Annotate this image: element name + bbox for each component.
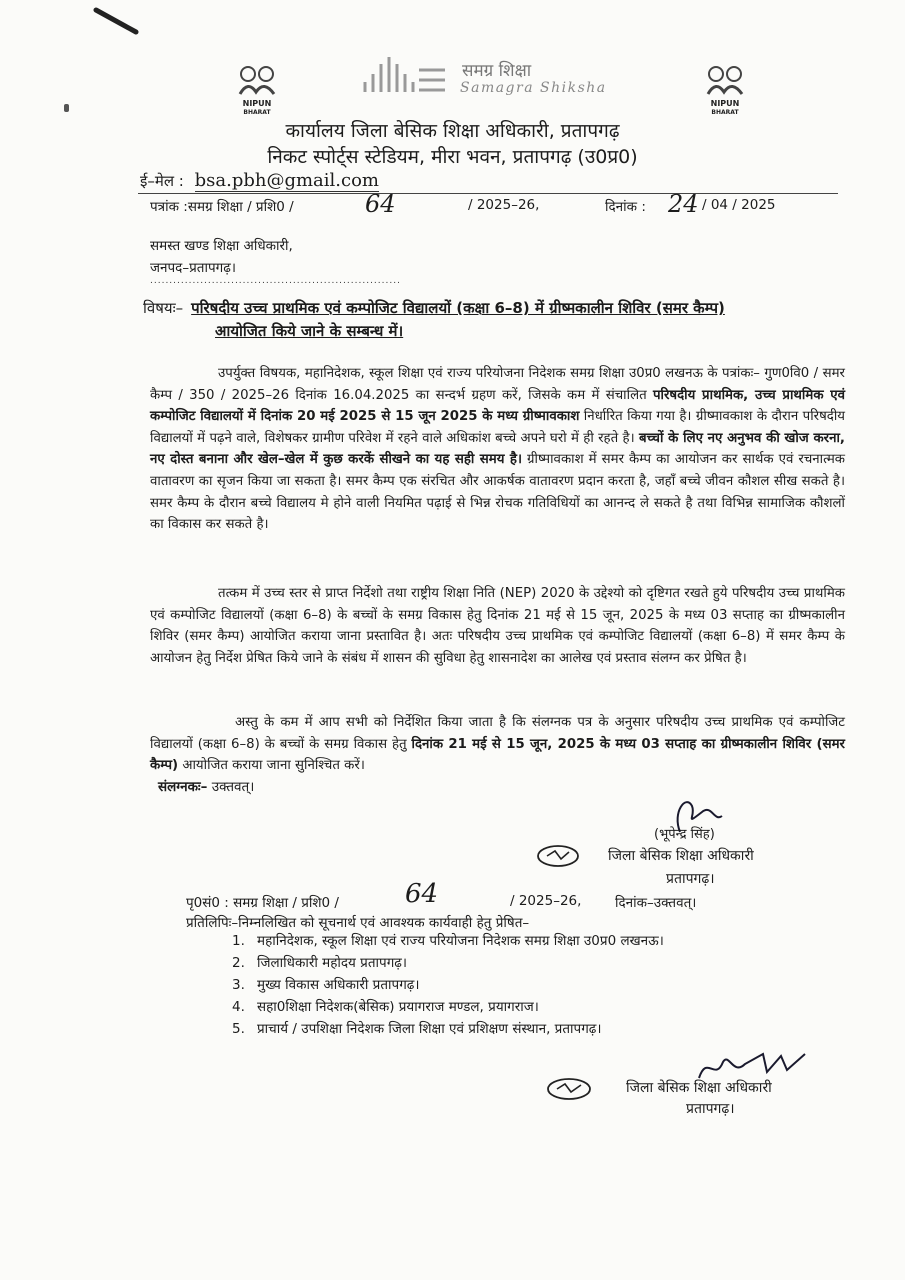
signatory-title-2: जिला बेसिक शिक्षा अधिकारी [626,1080,772,1096]
p1-bold-d: बच्चों के लिए नए अनुभव की खोज करना, नए दोस्त बनाना और खेल–खेल में कुछ करकें सीखने का यह सही समय है। [150,430,845,468]
office-address: निकट स्पोर्ट्स स्टेडियम, मीरा भवन, प्रतापगढ़ (उ0प्र0) [267,146,638,168]
p1-text-c: निर्धारित किया गया है। ग्रीष्मावकाश के दौरान परिषदीय विद्यालयों में पढ़ने वाले, विशेषकर ग्रामीण परिवेश में रहने वाले अधिकांश बच्चे अपने घरो में ही रहते है। [150,409,845,446]
subject-label: विषयः– [143,299,184,317]
enclosure-value: उक्तवत्। [211,779,255,795]
samagra-shiksha-english: Samagra Shiksha [460,80,607,96]
p1-text-e: ग्रीष्मावकाश में समर कैम्प का आयोजन कर सार्थक एवं रचनात्मक वातावरण का सृजन किया जा सकता है। समर कैम्प एक संरचित और आकर्षक वातावरण प्रदान करता है, जहाँ बच्चे जीवन कौशल सीख सकते है। समर कैम्प के दौरान बच्चे विद्यालय मे होने वाली नियमित पढ़ाई से भिन्न रोचक गतिविधियों का आनन्द ले सकते है तथा विभिन्न सामाजिक कौशलों का विकास कर सकते है। [150,452,845,533]
copy-ref-year: / 2025–26, [510,893,582,909]
list-item-text: प्राचार्य / उपशिक्षा निदेशक जिला शिक्षा एवं प्रशिक्षण संस्थान, प्रतापगढ़। [257,1021,602,1037]
enclosure [158,777,254,795]
svg-text:BHARAT: BHARAT [243,109,271,116]
body-paragraph-3 [150,712,845,777]
list-item-text: सहा0शिक्षा निदेशक(बेसिक) प्रयागराज मण्डल, प्रयागराज। [257,999,539,1015]
nipun-bharat-logo-right [696,58,754,116]
patrank-label: पत्रांक :समग्र शिक्षा / प्रशि0 / [150,199,294,215]
svg-text:BHARAT: BHARAT [711,109,739,116]
list-item-text: महानिदेशक, स्कूल शिक्षा एवं राज्य परियोजना निदेशक समग्र शिक्षा उ0प्र0 लखनऊ। [257,933,664,949]
copy-intro: प्रतिलिपिः–निम्नलिखित को सूचनार्थ एवं आवश्यक कार्यवाही हेतु प्रेषित– [186,915,530,931]
pen-mark-icon [92,4,142,38]
list-item [232,930,664,952]
list-item-number: 3. [232,977,245,993]
samagra-shiksha-hindi: समग्र शिक्षा [462,61,532,81]
email-label: ई–मेल : [140,172,184,190]
dotted-separator: ................................................................. [150,276,401,286]
svg-text:NIPUN: NIPUN [242,99,272,108]
list-item [232,996,664,1018]
samagra-shiksha-emblem-icon [355,52,450,102]
subject [143,297,848,343]
copy-recipient-list [232,930,664,1040]
enclosure-label: संलग्नकः– [158,779,208,795]
signatory-name: (भूपेन्द्र सिंह) [654,827,715,842]
initials-stamp-2 [543,1075,595,1103]
p3-text-c: आयोजित कराया जाना सुनिश्चित करें। [178,758,365,774]
addressee-line1: समस्त खण्ड शिक्षा अधिकारी, [150,238,293,254]
list-item-number: 4. [232,999,245,1015]
subject-line1: परिषदीय उच्च प्राथमिक एवं कम्पोजिट विद्यालयों (कक्षा 6–8) में ग्रीष्मकालीन शिविर (समर कैम्प) [191,299,725,317]
office-title: कार्यालय जिला बेसिक शिक्षा अधिकारी, प्रतापगढ़ [285,120,620,142]
list-item-text: मुख्य विकास अधिकारी प्रतापगढ़। [257,977,420,993]
list-item-text: जिलाधिकारी महोदय प्रतापगढ़। [257,955,408,971]
margin-speck [64,104,69,112]
list-item-number: 5. [232,1021,245,1037]
patrank-number: 64 [365,190,396,218]
p3-text-a: अस्तु के कम में आप सभी को निर्देशित किया जाता है कि संलग्नक पत्र के अनुसार परिषदीय उच्च प्राथमिक एवं कम्पोजिट विद्यालयों (कक्षा 6–8) के बच्चों के समग्र विकास हेतु [150,715,845,752]
initials-stamp-1 [533,842,583,870]
date-label: दिनांक : [605,199,646,215]
subject-line2: आयोजित किये जाने के सम्बन्ध में। [215,322,404,340]
body-paragraph-2: तत्कम में उच्च स्तर से प्राप्त निर्देशो तथा राष्ट्रीय शिक्षा निति (NEP) 2020 के उद्देश्यो को दृष्टिगत रखते हुये परिषदीय उच्च प्राथमिक एवं कम्पोजिट विद्यालयों (कक्षा 6–8) के बच्चों के समग्र विकास हेतु दिनांक 21 मई से 15 जून, 2025 के मध्य 03 सप्ताह का ग्रीष्मकालीन शिविर (समर कैम्प) आयोजित कराया जाना प्रस्तावित है। अतः परिषदीय उच्च प्राथमिक एवं कम्पोजिट विद्यालयों (कक्षा 6–8) में समर कैम्प के आयोजन हेतु निर्देश प्रेषित किये जाने के संबंध में शासन की सुविधा हेतु शासनादेश का आलेख एवं प्रस्ताव संलग्न कर प्रेषित है। [150,586,845,666]
date-rest: / 04 / 2025 [702,197,776,213]
signatory-place-2: प्रतापगढ़। [686,1101,735,1117]
date-day: 24 [668,190,699,218]
p1-bold-b: परिषदीय प्राथमिक, उच्च प्राथमिक एवं कम्पोजिट विद्यालयों में दिनांक 20 मई 2025 से 15 जून 2025 के मध्य ग्रीष्मावकाश [150,387,845,425]
email-address[interactable]: bsa.pbh@gmail.com [194,170,380,191]
list-item-number: 2. [232,955,245,971]
p1-text-a: उपर्युक्त विषयक, महानिदेशक, स्कूल शिक्षा एवं राज्य परियोजना निदेशक समग्र शिक्षा उ0प्र0 लखनऊ के पत्रांकः– गुण0वि0 / समर कैम्प / 350 / 2025–26 दिनांक 16.04.2025 का सन्दर्भ ग्रहण करें, जिसके कम में संचालित [150,366,845,403]
addressee-line2: जनपद–प्रतापगढ़। [150,260,236,276]
body-paragraph-1 [150,363,845,536]
svg-text:NIPUN: NIPUN [710,99,740,108]
signatory-place-1: प्रतापगढ़। [666,871,715,887]
header-divider [138,193,838,194]
list-item [232,1018,664,1040]
copy-ref-label: पृ0सं0 : समग्र शिक्षा / प्रशि0 / [186,895,339,911]
nipun-bharat-logo-left [228,58,286,116]
patrank-year: / 2025–26, [468,197,540,213]
list-item [232,952,664,974]
list-item [232,974,664,996]
list-item-number: 1. [232,933,245,949]
p3-bold-b: दिनांक 21 मई से 15 जून, 2025 के मध्य 03 सप्ताह का ग्रीष्मकालीन शिविर (समर कैम्प) [150,736,845,774]
copy-ref-date: दिनांक–उक्तवत्। [615,895,697,911]
copy-ref-number: 64 [405,879,439,909]
signatory-title-1: जिला बेसिक शिक्षा अधिकारी [608,848,754,864]
email-row [140,170,379,191]
